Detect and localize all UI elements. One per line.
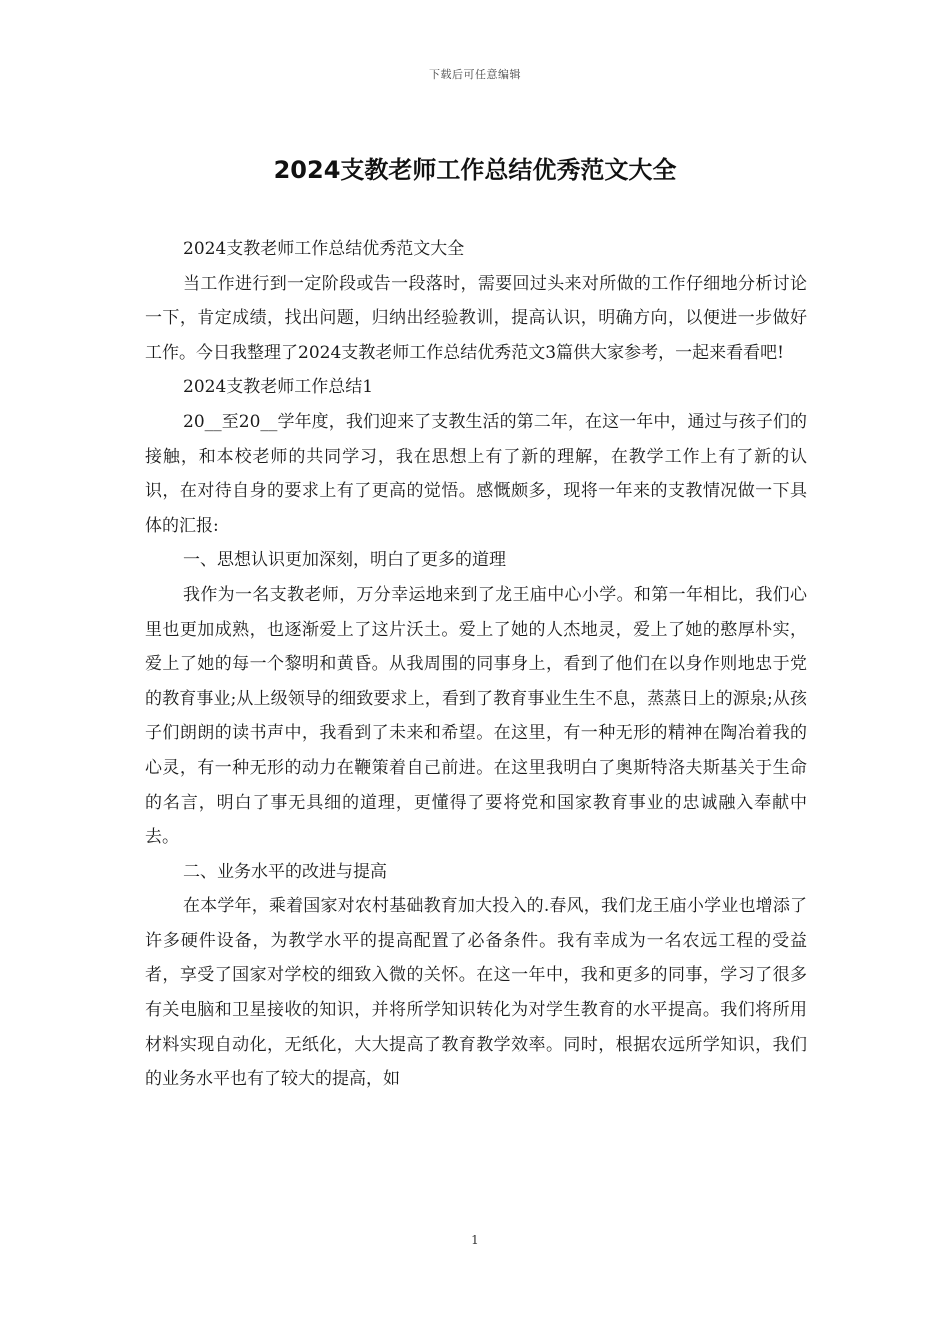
document-title: 2024支教老师工作总结优秀范文大全 [273, 156, 677, 184]
paragraph-heading-1: 一、思想认识更加深刻，明白了更多的道理 [183, 550, 506, 571]
page-number: 1 [471, 1233, 479, 1247]
page-header-note: 下载后可任意编辑 [429, 68, 521, 81]
paragraph-intro: 当工作进行到一定阶段或告一段落时，需要回过头来对所做的工作仔细地分析讨论一下，肯定成绩，找出问题，归纳出经验教训，提高认识，明确方向，以便进一步做好工作。今日我整理了2024支教老师工作总结优秀范文3篇供大家参考，一起来看看吧! [145, 273, 807, 363]
paragraph-body: 20__至20__学年度，我们迎来了支教生活的第二年，在这一年中，通过与孩子们的接触，和本校老师的共同学习，我在思想上有了新的理解，在教学工作上有了新的认识，在对待自身的要求上有了更高的觉悟。感慨颇多，现将一年来的支教情况做一下具体的汇报: [145, 411, 807, 536]
paragraph-heading-2: 二、业务水平的改进与提高 [183, 861, 387, 882]
paragraph-body: 我作为一名支教老师，万分幸运地来到了龙王庙中心小学。和第一年相比，我们心里也更加成熟，也逐渐爱上了这片沃土。爱上了她的人杰地灵，爱上了她的憨厚朴实，爱上了她的每一个黎明和黄昏。从我周围的同事身上，看到了他们在以身作则地忠于党的教育事业;从上级领导的细致要求上，看到了教育事业生生不息，蒸蒸日上的源泉;从孩子们朗朗的读书声中，我看到了未来和希望。在这里，有一种无形的精神在陶冶着我的心灵，有一种无形的动力在鞭策着自己前进。在这里我明白了奥斯特洛夫斯基关于生命的名言，明白了事无具细的道理，更懂得了要将党和国家教育事业的忠诚融入奉献中去。 [145, 584, 807, 848]
paragraph-section-heading: 2024支教老师工作总结1 [183, 377, 374, 398]
paragraph-body: 在本学年，乘着国家对农村基础教育加大投入的.春风，我们龙王庙小学业也增添了许多硬件设备，为教学水平的提高配置了必备条件。我有幸成为一名农远工程的受益者，享受了国家对学校的细致入微的关怀。在这一年中，我和更多的同事，学习了很多有关电脑和卫星接收的知识，并将所学知识转化为对学生教育的水平提高。我们将所用材料实现自动化，无纸化，大大提高了教育教学效率。同时，根据农远所学知识，我们的业务水平也有了较大的提高，如 [145, 896, 807, 1090]
document-body [145, 232, 807, 1097]
paragraph-subtitle: 2024支教老师工作总结优秀范文大全 [183, 239, 465, 259]
